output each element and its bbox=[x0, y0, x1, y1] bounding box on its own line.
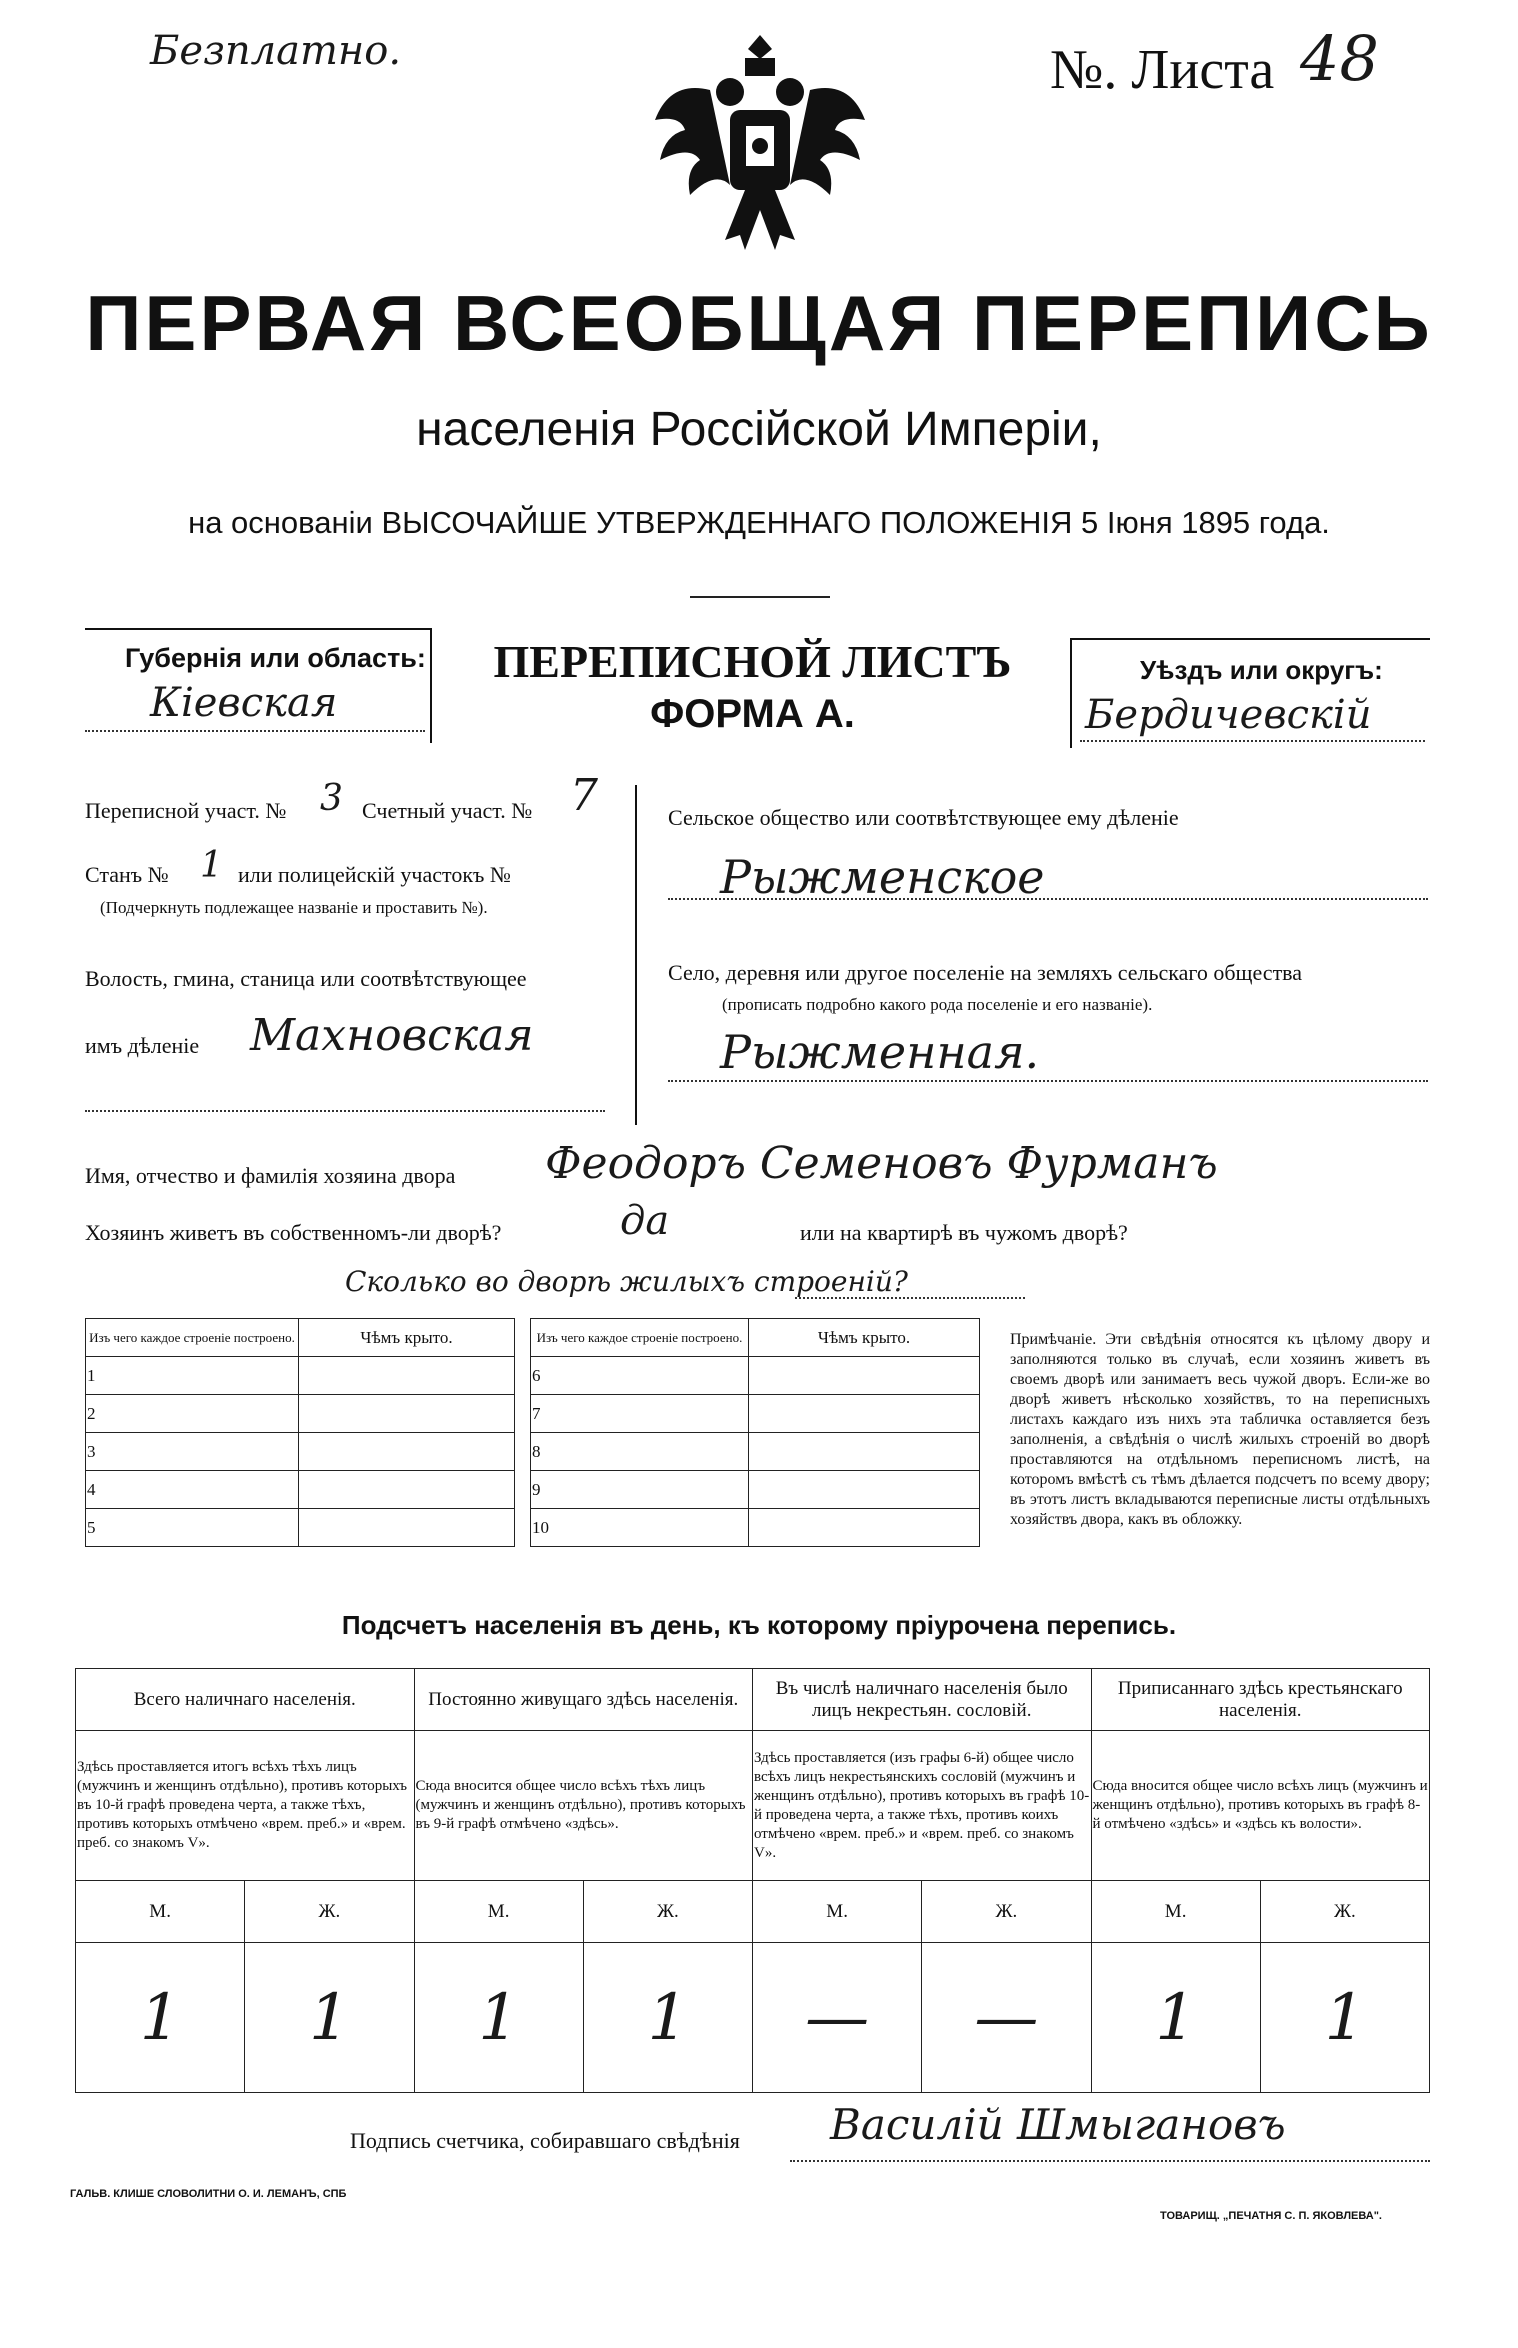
owner-label: Имя, отчество и фамилія хозяина двора bbox=[85, 1163, 456, 1188]
row-5: 5 bbox=[86, 1509, 299, 1547]
value-registered-f: 1 bbox=[1260, 1943, 1429, 2093]
imdel-label: имъ дѣленіе bbox=[85, 1033, 200, 1058]
col-material: Изъ чего каждое строеніе построено. bbox=[86, 1319, 299, 1357]
stan-value: 1 bbox=[200, 845, 223, 886]
buildings-table-right bbox=[530, 1318, 980, 1547]
stan-label: Станъ № bbox=[85, 862, 169, 887]
value-registered-m: 1 bbox=[1091, 1943, 1260, 2093]
uezd-value: Бердичевскій bbox=[1085, 692, 1372, 738]
header-total: Всего наличнаго населенія. bbox=[76, 1669, 415, 1731]
row-2: 2 bbox=[86, 1395, 299, 1433]
value-permanent-m: 1 bbox=[414, 1943, 583, 2093]
row-6: 6 bbox=[531, 1357, 749, 1395]
row-7: 7 bbox=[531, 1395, 749, 1433]
value-total-m: 1 bbox=[76, 1943, 245, 2093]
value-permanent-f: 1 bbox=[583, 1943, 752, 2093]
buildings-table-left bbox=[85, 1318, 515, 1547]
schet-value: 7 bbox=[570, 770, 598, 821]
m-label: М. bbox=[1091, 1881, 1260, 1943]
signature-value: Василій Шмыгановъ bbox=[830, 2100, 1286, 2149]
col-roof: Чѣмъ крыто. bbox=[299, 1319, 515, 1357]
double-headed-eagle-emblem bbox=[650, 30, 870, 260]
gubernia-label: Губернія или область: bbox=[125, 643, 426, 673]
form-title: ПЕРЕПИСНОЙ ЛИСТЪ bbox=[493, 636, 1012, 687]
f-label: Ж. bbox=[583, 1881, 752, 1943]
gubernia-value: Кіевская bbox=[150, 680, 338, 726]
note-text: Примѣчаніе. Эти свѣдѣнія относятся къ цѣлому двору и заполняются только въ случаѣ, если хозяинъ живетъ въ своемъ дворѣ или занимаетъ весь чужой дворъ. Если-же во дворѣ живетъ нѣсколько хозяйствъ, то на переписныхъ листахъ каждаго изъ нихъ эта табличка оставляется безъ заполненія, а свѣдѣнія о числѣ жилыхъ строеній во дворѣ проставляются на отдѣльномъ переписномъ листѣ, на которомъ вмѣстѣ съ тѣмъ дѣлается подсчетъ по всему двору; въ этотъ листъ вкладываются переписные листы отдѣльныхъ хозяйствъ двора, какъ въ обложку. bbox=[1010, 1331, 1430, 1528]
lives-value: да bbox=[620, 1198, 670, 1244]
ornament-divider bbox=[690, 596, 830, 598]
row-8: 8 bbox=[531, 1433, 749, 1471]
value-non-peasant-f: — bbox=[922, 1943, 1091, 2093]
volost-label: Волость, гмина, станица или соотвѣтствующее bbox=[85, 966, 527, 991]
selsk-value: Рыжменское bbox=[720, 850, 1045, 904]
f-label: Ж. bbox=[245, 1881, 414, 1943]
m-label: М. bbox=[753, 1881, 922, 1943]
free-label: Безплатно. bbox=[150, 28, 402, 74]
form-letter: ФОРМА А. bbox=[650, 692, 855, 736]
count-title: Подсчетъ населенія въ день, къ которому пріурочена перепись. bbox=[341, 1610, 1177, 1640]
count-table bbox=[75, 1668, 1430, 2093]
selsk-label: Сельское общество или соотвѣтствующее ему дѣленіе bbox=[668, 805, 1179, 830]
page-title: ПЕРВАЯ ВСЕОБЩАЯ ПЕРЕПИСЬ bbox=[85, 279, 1433, 367]
col-roof: Чѣмъ крыто. bbox=[749, 1319, 980, 1357]
uchast-label: Переписной участ. № bbox=[85, 798, 287, 823]
uchast-value: 3 bbox=[320, 778, 343, 819]
m-label: М. bbox=[76, 1881, 245, 1943]
row-10: 10 bbox=[531, 1509, 749, 1547]
value-non-peasant-m: — bbox=[753, 1943, 922, 2093]
sheet-number-value: 48 bbox=[1300, 22, 1379, 95]
selo-value: Рыжменная. bbox=[720, 1025, 1040, 1079]
uezd-label: Уѣздъ или округъ: bbox=[1140, 655, 1383, 685]
row-9: 9 bbox=[531, 1471, 749, 1509]
desc-registered-peasant: Сюда вносится общее число всѣхъ лицъ (мужчинъ и женщинъ отдѣльно), противъ которыхъ въ графѣ 8-й отмѣчено «здѣсь» и «здѣсь къ волости». bbox=[1091, 1731, 1430, 1881]
page-subtitle: населенія Россійской Имперіи, bbox=[416, 403, 1102, 456]
desc-total: Здѣсь проставляется итогъ всѣхъ тѣхъ лицъ (мужчинъ и женщинъ отдѣльно), противъ которыхъ въ 10-й графѣ проведена черта, а также тѣхъ, противъ которыхъ отмѣчено «врем. преб.» и «врем. преб. со знакомъ V». bbox=[76, 1731, 415, 1881]
selo-note: (прописать подробно какого рода поселеніе и его названіе). bbox=[722, 995, 1153, 1014]
f-label: Ж. bbox=[1260, 1881, 1429, 1943]
sheet-number-label: №. Листа bbox=[1050, 39, 1275, 101]
signature-label: Подпись счетчика, собиравшаго свѣдѣнія bbox=[350, 2128, 740, 2153]
header-registered-peasant: Приписаннаго здѣсь крестьянскаго населенія. bbox=[1091, 1669, 1430, 1731]
legal-basis: на основаніи ВЫСОЧАЙШЕ УТВЕРЖДЕННАГО ПОЛОЖЕНІЯ 5 Іюня 1895 года. bbox=[188, 505, 1330, 540]
row-1: 1 bbox=[86, 1357, 299, 1395]
lives-label: Хозяинъ живетъ въ собственномъ-ли дворѣ? bbox=[85, 1220, 502, 1245]
value-total-f: 1 bbox=[245, 1943, 414, 2093]
police-label: или полицейскій участокъ № bbox=[238, 862, 511, 887]
col-material: Изъ чего каждое строеніе построено. bbox=[531, 1319, 749, 1357]
row-3: 3 bbox=[86, 1433, 299, 1471]
selo-label: Село, деревня или другое поселеніе на земляхъ сельскаго общества bbox=[668, 960, 1303, 985]
row-4: 4 bbox=[86, 1471, 299, 1509]
footer-left: ГАЛЬВ. КЛИШЕ СЛОВОЛИТНИ О. И. ЛЕМАНЪ, СПБ bbox=[70, 2188, 347, 2200]
m-label: М. bbox=[414, 1881, 583, 1943]
buildings-label: Сколько во дворѣ жилыхъ строеній? bbox=[345, 1265, 908, 1298]
header-non-peasant: Въ числѣ наличнаго населенія было лицъ некрестьян. сословій. bbox=[753, 1669, 1092, 1731]
volost-value: Махновская bbox=[250, 1010, 534, 1061]
schet-label: Счетный участ. № bbox=[362, 798, 533, 823]
desc-permanent: Сюда вносится общее число всѣхъ тѣхъ лицъ (мужчинъ и женщинъ отдѣльно), противъ которыхъ въ 9-й графѣ отмѣчено «здѣсь». bbox=[414, 1731, 753, 1881]
owner-value: Феодоръ Семеновъ Фурманъ bbox=[545, 1138, 1218, 1189]
kvart-label: или на квартирѣ въ чужомъ дворѣ? bbox=[800, 1220, 1128, 1245]
f-label: Ж. bbox=[922, 1881, 1091, 1943]
underline-note: (Подчеркнуть подлежащее названіе и проставить №). bbox=[100, 898, 488, 917]
header-permanent: Постоянно живущаго здѣсь населенія. bbox=[414, 1669, 753, 1731]
footer-right: ТОВАРИЩ. „ПЕЧАТНЯ С. П. ЯКОВЛЕВА". bbox=[1160, 2210, 1382, 2222]
desc-non-peasant: Здѣсь проставляется (изъ графы 6-й) общее число всѣхъ лицъ некрестьянскихъ сословій (мужчинъ и женщинъ отдѣльно), противъ которыхъ въ графѣ 10-й проведена черта, а также тѣхъ, противъ коихъ отмѣчено «врем. преб.» и «врем. преб. со знакомъ V». bbox=[753, 1731, 1092, 1881]
